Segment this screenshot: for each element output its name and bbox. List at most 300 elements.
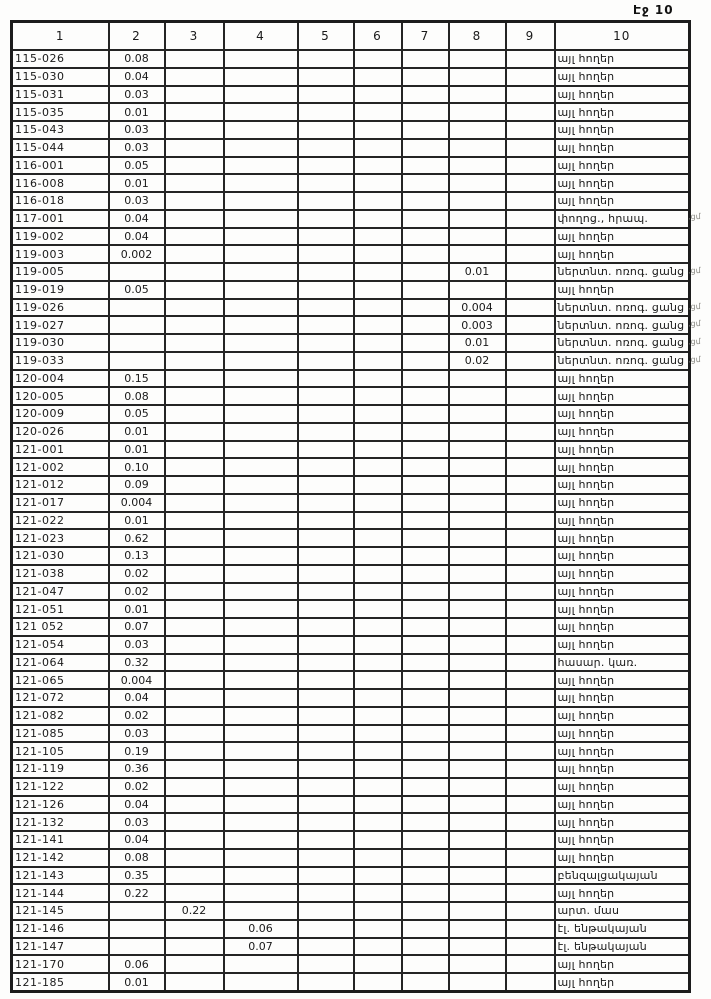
- value-cell-2: 0.01: [109, 600, 165, 618]
- value-cell-7: [402, 370, 449, 388]
- value-cell-5: [298, 441, 354, 459]
- value-cell-4: [224, 334, 298, 352]
- value-cell-6: [354, 955, 402, 973]
- value-cell-8: [449, 813, 506, 831]
- parcel-code-cell: 121-141: [12, 831, 109, 849]
- value-cell-7: [402, 476, 449, 494]
- table-row: [12, 476, 690, 494]
- value-cell-6: [354, 387, 402, 405]
- value-cell-5: [298, 103, 354, 121]
- value-cell-9: [506, 50, 555, 68]
- value-cell-7: [402, 405, 449, 423]
- value-cell-3: [165, 760, 224, 778]
- value-cell-3: [165, 707, 224, 725]
- value-cell-6: [354, 476, 402, 494]
- value-cell-2: 0.004: [109, 671, 165, 689]
- value-cell-9: [506, 192, 555, 210]
- value-cell-6: [354, 139, 402, 157]
- value-cell-5: [298, 458, 354, 476]
- value-cell-2: 0.02: [109, 707, 165, 725]
- value-cell-3: [165, 139, 224, 157]
- value-cell-8: [449, 423, 506, 441]
- value-cell-2: 0.22: [109, 884, 165, 902]
- parcel-code-cell: 121-170: [12, 955, 109, 973]
- value-cell-9: [506, 565, 555, 583]
- table-row: [12, 565, 690, 583]
- column-header-1: 1: [12, 22, 109, 51]
- value-cell-5: [298, 192, 354, 210]
- parcel-code-cell: 121-023: [12, 529, 109, 547]
- value-cell-5: [298, 299, 354, 317]
- value-cell-2: 0.04: [109, 68, 165, 86]
- value-cell-3: [165, 210, 224, 228]
- value-cell-5: [298, 831, 354, 849]
- table-row: [12, 281, 690, 299]
- parcel-code-cell: 121-064: [12, 654, 109, 672]
- value-cell-5: [298, 742, 354, 760]
- value-cell-6: [354, 157, 402, 175]
- value-cell-6: [354, 920, 402, 938]
- parcel-code-cell: 116-008: [12, 174, 109, 192]
- value-cell-9: [506, 139, 555, 157]
- land-type-cell: այլ հողեր: [555, 831, 690, 849]
- parcel-code-cell: 115-044: [12, 139, 109, 157]
- value-cell-7: [402, 778, 449, 796]
- value-cell-2: 0.19: [109, 742, 165, 760]
- land-type-cell: հասար. կառ.: [555, 654, 690, 672]
- value-cell-5: [298, 813, 354, 831]
- value-cell-2: 0.01: [109, 441, 165, 459]
- value-cell-2: [109, 902, 165, 920]
- value-cell-4: [224, 565, 298, 583]
- parcel-code-cell: 121-038: [12, 565, 109, 583]
- value-cell-3: [165, 103, 224, 121]
- value-cell-3: [165, 547, 224, 565]
- value-cell-9: [506, 920, 555, 938]
- table-row: [12, 849, 690, 867]
- value-cell-2: 0.01: [109, 174, 165, 192]
- value-cell-8: [449, 245, 506, 263]
- value-cell-6: [354, 671, 402, 689]
- value-cell-5: [298, 884, 354, 902]
- value-cell-8: [449, 50, 506, 68]
- value-cell-4: [224, 494, 298, 512]
- table-row: [12, 902, 690, 920]
- value-cell-4: [224, 157, 298, 175]
- value-cell-2: [109, 938, 165, 956]
- value-cell-2: 0.03: [109, 121, 165, 139]
- value-cell-8: [449, 121, 506, 139]
- value-cell-5: [298, 245, 354, 263]
- value-cell-8: [449, 458, 506, 476]
- parcel-code-cell: 115-035: [12, 103, 109, 121]
- value-cell-6: [354, 103, 402, 121]
- parcel-code-cell: 121-072: [12, 689, 109, 707]
- value-cell-3: [165, 50, 224, 68]
- table-row: [12, 441, 690, 459]
- table-row: [12, 210, 690, 228]
- value-cell-7: [402, 299, 449, 317]
- value-cell-8: [449, 405, 506, 423]
- parcel-code-cell: 119-033: [12, 352, 109, 370]
- land-type-cell: այլ հողեր: [555, 494, 690, 512]
- value-cell-2: 0.08: [109, 387, 165, 405]
- value-cell-4: [224, 547, 298, 565]
- margin-annotation-mark: .ցմ: [687, 337, 701, 347]
- land-type-cell: այլ հողեր: [555, 529, 690, 547]
- value-cell-2: 0.05: [109, 281, 165, 299]
- value-cell-7: [402, 547, 449, 565]
- table-row: [12, 334, 690, 352]
- value-cell-4: [224, 902, 298, 920]
- parcel-code-cell: 121-047: [12, 583, 109, 601]
- table-row: [12, 955, 690, 973]
- value-cell-9: [506, 476, 555, 494]
- land-type-cell: փողոց., հրապ.: [555, 210, 690, 228]
- value-cell-2: 0.05: [109, 405, 165, 423]
- value-cell-3: [165, 955, 224, 973]
- value-cell-4: [224, 529, 298, 547]
- value-cell-7: [402, 920, 449, 938]
- parcel-code-cell: 121-105: [12, 742, 109, 760]
- land-type-cell: այլ հողեր: [555, 671, 690, 689]
- value-cell-7: [402, 813, 449, 831]
- value-cell-3: [165, 689, 224, 707]
- value-cell-9: [506, 245, 555, 263]
- value-cell-3: [165, 618, 224, 636]
- value-cell-2: 0.05: [109, 157, 165, 175]
- parcel-code-cell: 121-002: [12, 458, 109, 476]
- parcel-code-cell: 116-018: [12, 192, 109, 210]
- table-row: [12, 583, 690, 601]
- value-cell-3: [165, 654, 224, 672]
- value-cell-5: [298, 600, 354, 618]
- land-type-cell: այլ հողեր: [555, 103, 690, 121]
- value-cell-6: [354, 192, 402, 210]
- land-type-cell: էլ. ենթակայան: [555, 938, 690, 956]
- value-cell-7: [402, 831, 449, 849]
- land-type-cell: այլ հողեր: [555, 458, 690, 476]
- table-row: [12, 405, 690, 423]
- value-cell-3: [165, 68, 224, 86]
- value-cell-8: [449, 583, 506, 601]
- value-cell-9: [506, 68, 555, 86]
- value-cell-7: [402, 636, 449, 654]
- table-row: [12, 760, 690, 778]
- value-cell-6: [354, 778, 402, 796]
- value-cell-6: [354, 884, 402, 902]
- value-cell-9: [506, 671, 555, 689]
- value-cell-8: [449, 831, 506, 849]
- value-cell-6: [354, 902, 402, 920]
- value-cell-9: [506, 938, 555, 956]
- value-cell-8: 0.02: [449, 352, 506, 370]
- value-cell-4: [224, 103, 298, 121]
- land-type-cell: արտ. մաս: [555, 902, 690, 920]
- table-row: [12, 778, 690, 796]
- table-row: [12, 458, 690, 476]
- value-cell-8: [449, 565, 506, 583]
- value-cell-2: 0.07: [109, 618, 165, 636]
- value-cell-8: [449, 529, 506, 547]
- value-cell-4: [224, 884, 298, 902]
- value-cell-4: [224, 707, 298, 725]
- value-cell-4: [224, 299, 298, 317]
- value-cell-3: [165, 121, 224, 139]
- parcel-code-cell: 116-001: [12, 157, 109, 175]
- value-cell-3: [165, 973, 224, 992]
- value-cell-2: 0.04: [109, 210, 165, 228]
- value-cell-7: [402, 86, 449, 104]
- value-cell-5: [298, 405, 354, 423]
- value-cell-6: [354, 370, 402, 388]
- land-type-cell: այլ հողեր: [555, 813, 690, 831]
- value-cell-9: [506, 547, 555, 565]
- parcel-code-cell: 121-001: [12, 441, 109, 459]
- parcel-code-cell: 121-119: [12, 760, 109, 778]
- value-cell-3: [165, 938, 224, 956]
- value-cell-4: [224, 671, 298, 689]
- value-cell-8: [449, 884, 506, 902]
- value-cell-2: 0.08: [109, 50, 165, 68]
- land-type-cell: այլ հողեր: [555, 370, 690, 388]
- land-type-cell: այլ հողեր: [555, 476, 690, 494]
- value-cell-2: 0.02: [109, 565, 165, 583]
- land-type-cell: այլ հողեր: [555, 121, 690, 139]
- margin-annotation-mark: .ցմ: [687, 265, 701, 276]
- parcel-code-cell: 119-026: [12, 299, 109, 317]
- value-cell-4: [224, 849, 298, 867]
- parcel-code-cell: 121-144: [12, 884, 109, 902]
- value-cell-7: [402, 281, 449, 299]
- value-cell-5: [298, 68, 354, 86]
- value-cell-3: [165, 387, 224, 405]
- value-cell-4: [224, 831, 298, 849]
- table-row: [12, 299, 690, 317]
- value-cell-8: [449, 441, 506, 459]
- value-cell-2: 0.01: [109, 512, 165, 530]
- value-cell-9: [506, 121, 555, 139]
- value-cell-3: [165, 370, 224, 388]
- table-row: [12, 671, 690, 689]
- value-cell-4: [224, 760, 298, 778]
- parcel-code-cell: 115-043: [12, 121, 109, 139]
- value-cell-2: 0.03: [109, 813, 165, 831]
- value-cell-9: [506, 778, 555, 796]
- table-row: [12, 512, 690, 530]
- value-cell-7: [402, 849, 449, 867]
- value-cell-3: [165, 334, 224, 352]
- value-cell-8: [449, 547, 506, 565]
- land-type-cell: այլ հողեր: [555, 636, 690, 654]
- value-cell-7: [402, 725, 449, 743]
- value-cell-4: [224, 68, 298, 86]
- value-cell-5: [298, 352, 354, 370]
- value-cell-5: [298, 778, 354, 796]
- value-cell-6: [354, 263, 402, 281]
- table-row: [12, 725, 690, 743]
- value-cell-2: 0.08: [109, 849, 165, 867]
- parcel-code-cell: 121-147: [12, 938, 109, 956]
- value-cell-5: [298, 50, 354, 68]
- value-cell-7: [402, 387, 449, 405]
- value-cell-9: [506, 157, 555, 175]
- land-type-cell: ներտնտ. ոռոգ. ցանց: [555, 352, 690, 370]
- column-header-5: 5: [298, 22, 354, 51]
- margin-annotation-mark: .ցմ: [687, 301, 701, 311]
- value-cell-7: [402, 68, 449, 86]
- value-cell-8: [449, 867, 506, 885]
- land-parcel-table: [10, 20, 691, 993]
- value-cell-5: [298, 955, 354, 973]
- value-cell-3: [165, 831, 224, 849]
- table-row: [12, 174, 690, 192]
- value-cell-5: [298, 210, 354, 228]
- land-type-cell: այլ հողեր: [555, 778, 690, 796]
- value-cell-6: [354, 494, 402, 512]
- value-cell-8: [449, 494, 506, 512]
- value-cell-6: [354, 423, 402, 441]
- value-cell-5: [298, 583, 354, 601]
- value-cell-6: [354, 813, 402, 831]
- value-cell-7: [402, 263, 449, 281]
- parcel-code-cell: 121-085: [12, 725, 109, 743]
- value-cell-4: [224, 742, 298, 760]
- value-cell-7: [402, 529, 449, 547]
- value-cell-3: [165, 86, 224, 104]
- value-cell-5: [298, 796, 354, 814]
- value-cell-4: [224, 281, 298, 299]
- value-cell-2: 0.002: [109, 245, 165, 263]
- value-cell-2: [109, 316, 165, 334]
- table-row: [12, 494, 690, 512]
- value-cell-6: [354, 636, 402, 654]
- value-cell-3: [165, 583, 224, 601]
- parcel-code-cell: 121-142: [12, 849, 109, 867]
- margin-annotation-mark: .ցմ: [687, 319, 701, 329]
- table-row: [12, 139, 690, 157]
- value-cell-7: [402, 707, 449, 725]
- land-type-cell: այլ հողեր: [555, 139, 690, 157]
- margin-annotation-mark: .ցմ: [687, 212, 701, 222]
- column-header-3: 3: [165, 22, 224, 51]
- value-cell-6: [354, 618, 402, 636]
- value-cell-9: [506, 352, 555, 370]
- value-cell-2: 0.04: [109, 689, 165, 707]
- table-row: [12, 192, 690, 210]
- value-cell-5: [298, 281, 354, 299]
- value-cell-4: [224, 618, 298, 636]
- value-cell-5: [298, 654, 354, 672]
- value-cell-9: [506, 636, 555, 654]
- parcel-code-cell: 120-009: [12, 405, 109, 423]
- land-type-cell: այլ հողեր: [555, 618, 690, 636]
- land-type-cell: այլ հողեր: [555, 441, 690, 459]
- value-cell-2: [109, 299, 165, 317]
- value-cell-8: [449, 938, 506, 956]
- value-cell-8: [449, 654, 506, 672]
- value-cell-4: [224, 50, 298, 68]
- table-row: [12, 263, 690, 281]
- table-row: [12, 529, 690, 547]
- land-type-cell: այլ հողեր: [555, 281, 690, 299]
- value-cell-8: 0.01: [449, 334, 506, 352]
- value-cell-6: [354, 174, 402, 192]
- value-cell-7: [402, 103, 449, 121]
- value-cell-6: [354, 938, 402, 956]
- value-cell-6: [354, 316, 402, 334]
- land-type-cell: այլ հողեր: [555, 547, 690, 565]
- value-cell-7: [402, 902, 449, 920]
- land-type-cell: այլ հողեր: [555, 600, 690, 618]
- parcel-code-cell: 119-027: [12, 316, 109, 334]
- value-cell-7: [402, 884, 449, 902]
- value-cell-3: [165, 671, 224, 689]
- value-cell-7: [402, 441, 449, 459]
- value-cell-3: [165, 476, 224, 494]
- value-cell-7: [402, 938, 449, 956]
- value-cell-6: [354, 352, 402, 370]
- value-cell-4: [224, 210, 298, 228]
- value-cell-6: [354, 512, 402, 530]
- value-cell-9: [506, 902, 555, 920]
- land-type-cell: այլ հողեր: [555, 742, 690, 760]
- value-cell-2: [109, 920, 165, 938]
- table-row: [12, 316, 690, 334]
- value-cell-2: 0.03: [109, 725, 165, 743]
- table-row: [12, 813, 690, 831]
- value-cell-7: [402, 316, 449, 334]
- value-cell-6: [354, 831, 402, 849]
- value-cell-2: 0.03: [109, 86, 165, 104]
- value-cell-4: [224, 139, 298, 157]
- parcel-code-cell: 119-030: [12, 334, 109, 352]
- value-cell-2: 0.15: [109, 370, 165, 388]
- land-type-cell: այլ հողեր: [555, 565, 690, 583]
- value-cell-3: [165, 405, 224, 423]
- value-cell-2: 0.13: [109, 547, 165, 565]
- value-cell-3: [165, 778, 224, 796]
- value-cell-4: [224, 458, 298, 476]
- value-cell-3: [165, 245, 224, 263]
- land-type-cell: այլ հողեր: [555, 405, 690, 423]
- value-cell-4: [224, 174, 298, 192]
- column-header-10: 10: [555, 22, 690, 51]
- value-cell-9: [506, 689, 555, 707]
- value-cell-3: [165, 192, 224, 210]
- value-cell-7: [402, 796, 449, 814]
- land-type-cell: այլ հողեր: [555, 228, 690, 246]
- value-cell-5: [298, 973, 354, 992]
- value-cell-9: [506, 529, 555, 547]
- land-type-cell: ներտնտ. ոռոգ. ցանց: [555, 263, 690, 281]
- table-row: [12, 689, 690, 707]
- land-type-cell: այլ հողեր: [555, 583, 690, 601]
- value-cell-7: [402, 192, 449, 210]
- value-cell-5: [298, 938, 354, 956]
- value-cell-5: [298, 547, 354, 565]
- value-cell-9: [506, 423, 555, 441]
- value-cell-9: [506, 405, 555, 423]
- value-cell-5: [298, 902, 354, 920]
- value-cell-6: [354, 600, 402, 618]
- value-cell-3: [165, 849, 224, 867]
- value-cell-5: [298, 920, 354, 938]
- value-cell-5: [298, 760, 354, 778]
- table-row: [12, 654, 690, 672]
- value-cell-6: [354, 760, 402, 778]
- value-cell-5: [298, 512, 354, 530]
